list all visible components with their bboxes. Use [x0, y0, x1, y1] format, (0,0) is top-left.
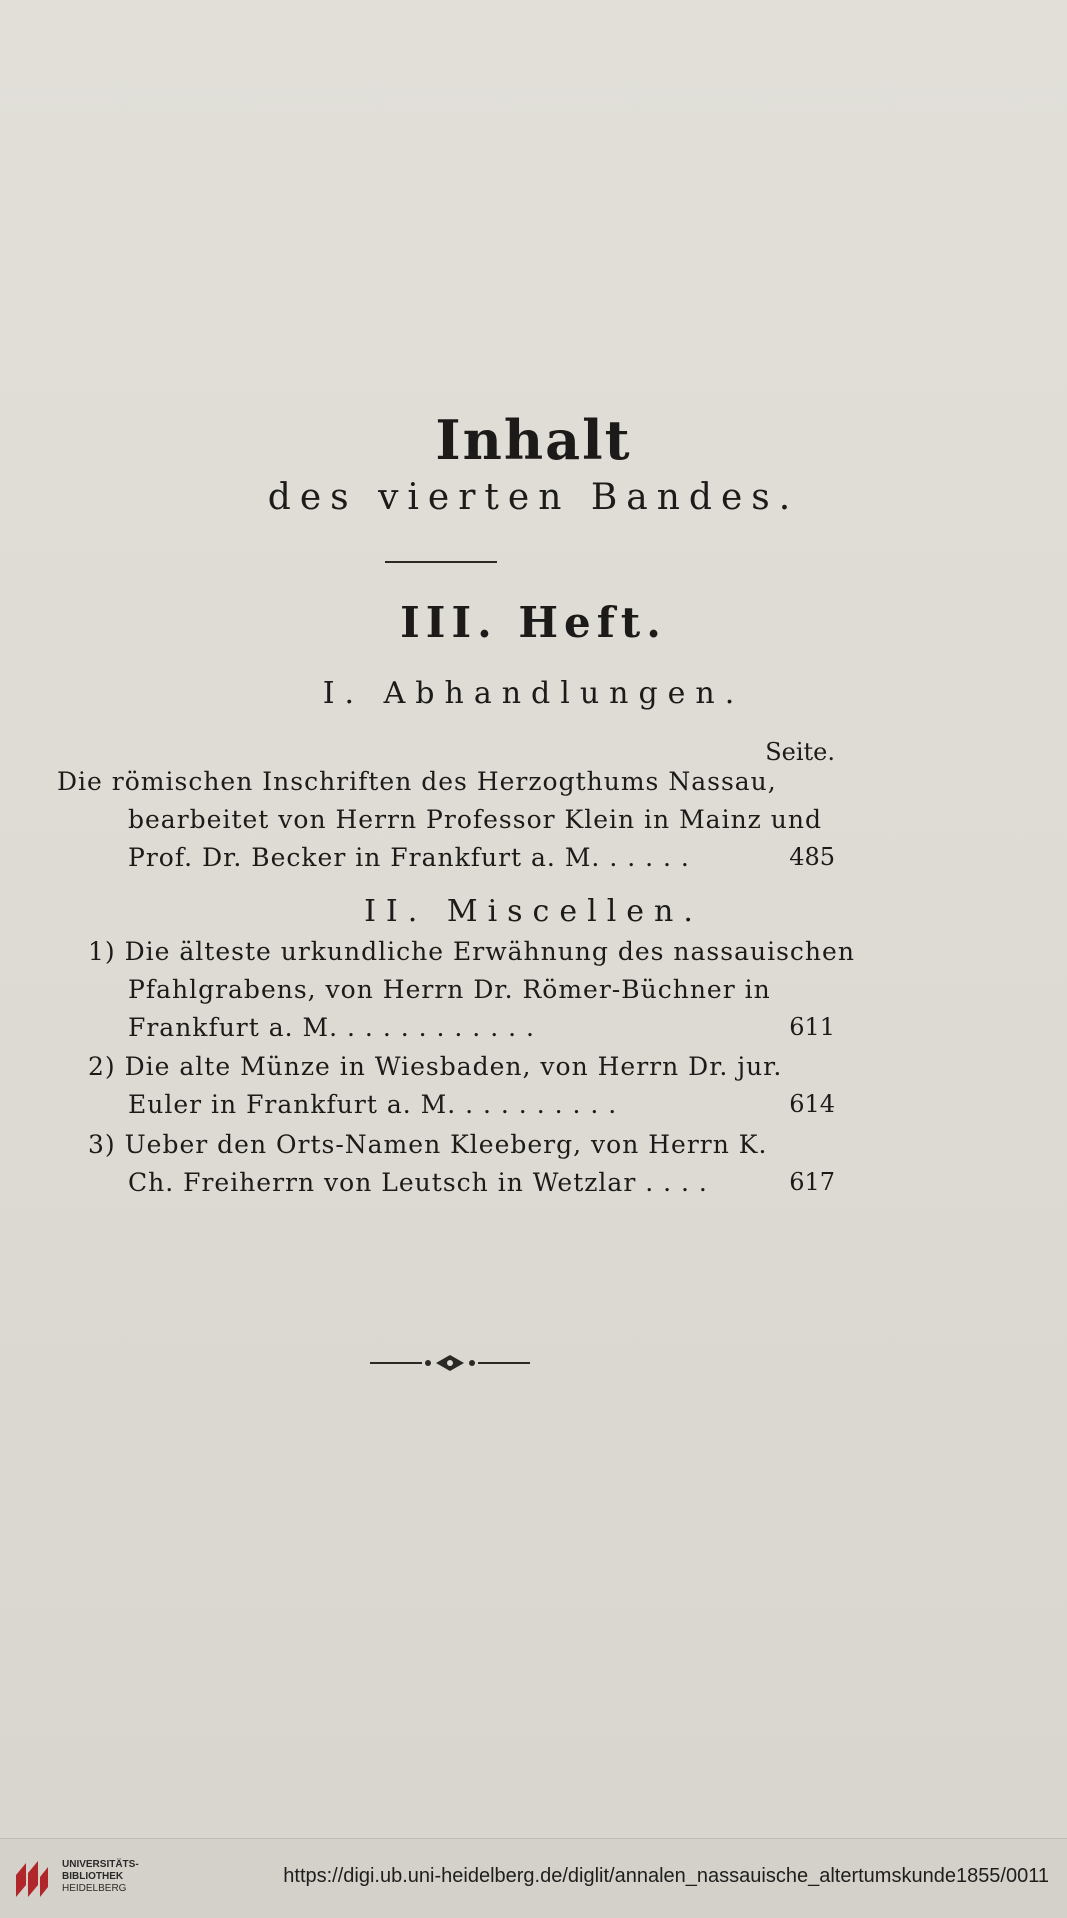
library-name-line: BIBLIOTHEK: [62, 1871, 124, 1882]
toc-entry-line: Frankfurt a. M. . . . . . . . . . . .: [128, 1013, 535, 1042]
toc-page-number: 611: [789, 1013, 835, 1041]
library-name: [62, 1859, 139, 1895]
toc-entry-line: bearbeitet von Herrn Professor Klein in Mainz und: [128, 805, 823, 834]
toc-entry-line: 2) Die alte Münze in Wiesbaden, von Herrn Dr. jur.: [88, 1052, 783, 1081]
section-heading-abhandlungen: I. Abhandlungen.: [322, 676, 745, 711]
toc-entry-line: Euler in Frankfurt a. M. . . . . . . . . .: [128, 1090, 618, 1119]
viewer-footer: [0, 1838, 1067, 1918]
page-title: Inhalt: [435, 408, 632, 472]
bleed-through: [260, 205, 271, 245]
toc-entry-line: 3) Ueber den Orts-Namen Kleeberg, von Herrn K.: [88, 1130, 768, 1159]
toc-page-number: 485: [789, 843, 835, 871]
permalink-url[interactable]: https://digi.ub.uni-heidelberg.de/diglit/annalen_nassauische_altertumskunde1855/0011: [283, 1865, 1049, 1887]
page-subtitle: des vierten Bandes.: [267, 477, 800, 518]
toc-entry-line: Die römischen Inschriften des Herzogthums Nassau,: [57, 767, 777, 796]
library-name-line: UNIVERSITÄTS-: [62, 1859, 139, 1870]
toc-entry-line: 1) Die älteste urkundliche Erwähnung des nassauischen: [88, 937, 855, 966]
part-heading: III. Heft.: [400, 598, 667, 647]
decorative-ornament: [370, 1353, 530, 1373]
toc-entry-line: Ch. Freiherrn von Leutsch in Wetzlar . . . .: [128, 1168, 708, 1197]
page-column-label: Seite.: [765, 738, 835, 766]
toc-page-number: 614: [789, 1090, 835, 1118]
title-divider: [385, 561, 497, 563]
toc-entry-line: Prof. Dr. Becker in Frankfurt a. M. . . . . .: [128, 843, 690, 872]
library-name-line: HEIDELBERG: [62, 1883, 127, 1894]
section-heading-miscellen: II. Miscellen.: [364, 894, 703, 929]
university-library-logo-icon: [12, 1857, 52, 1901]
toc-entry-line: Pfahlgrabens, von Herrn Dr. Römer-Büchner in: [128, 975, 771, 1004]
toc-page-number: 617: [789, 1168, 835, 1196]
